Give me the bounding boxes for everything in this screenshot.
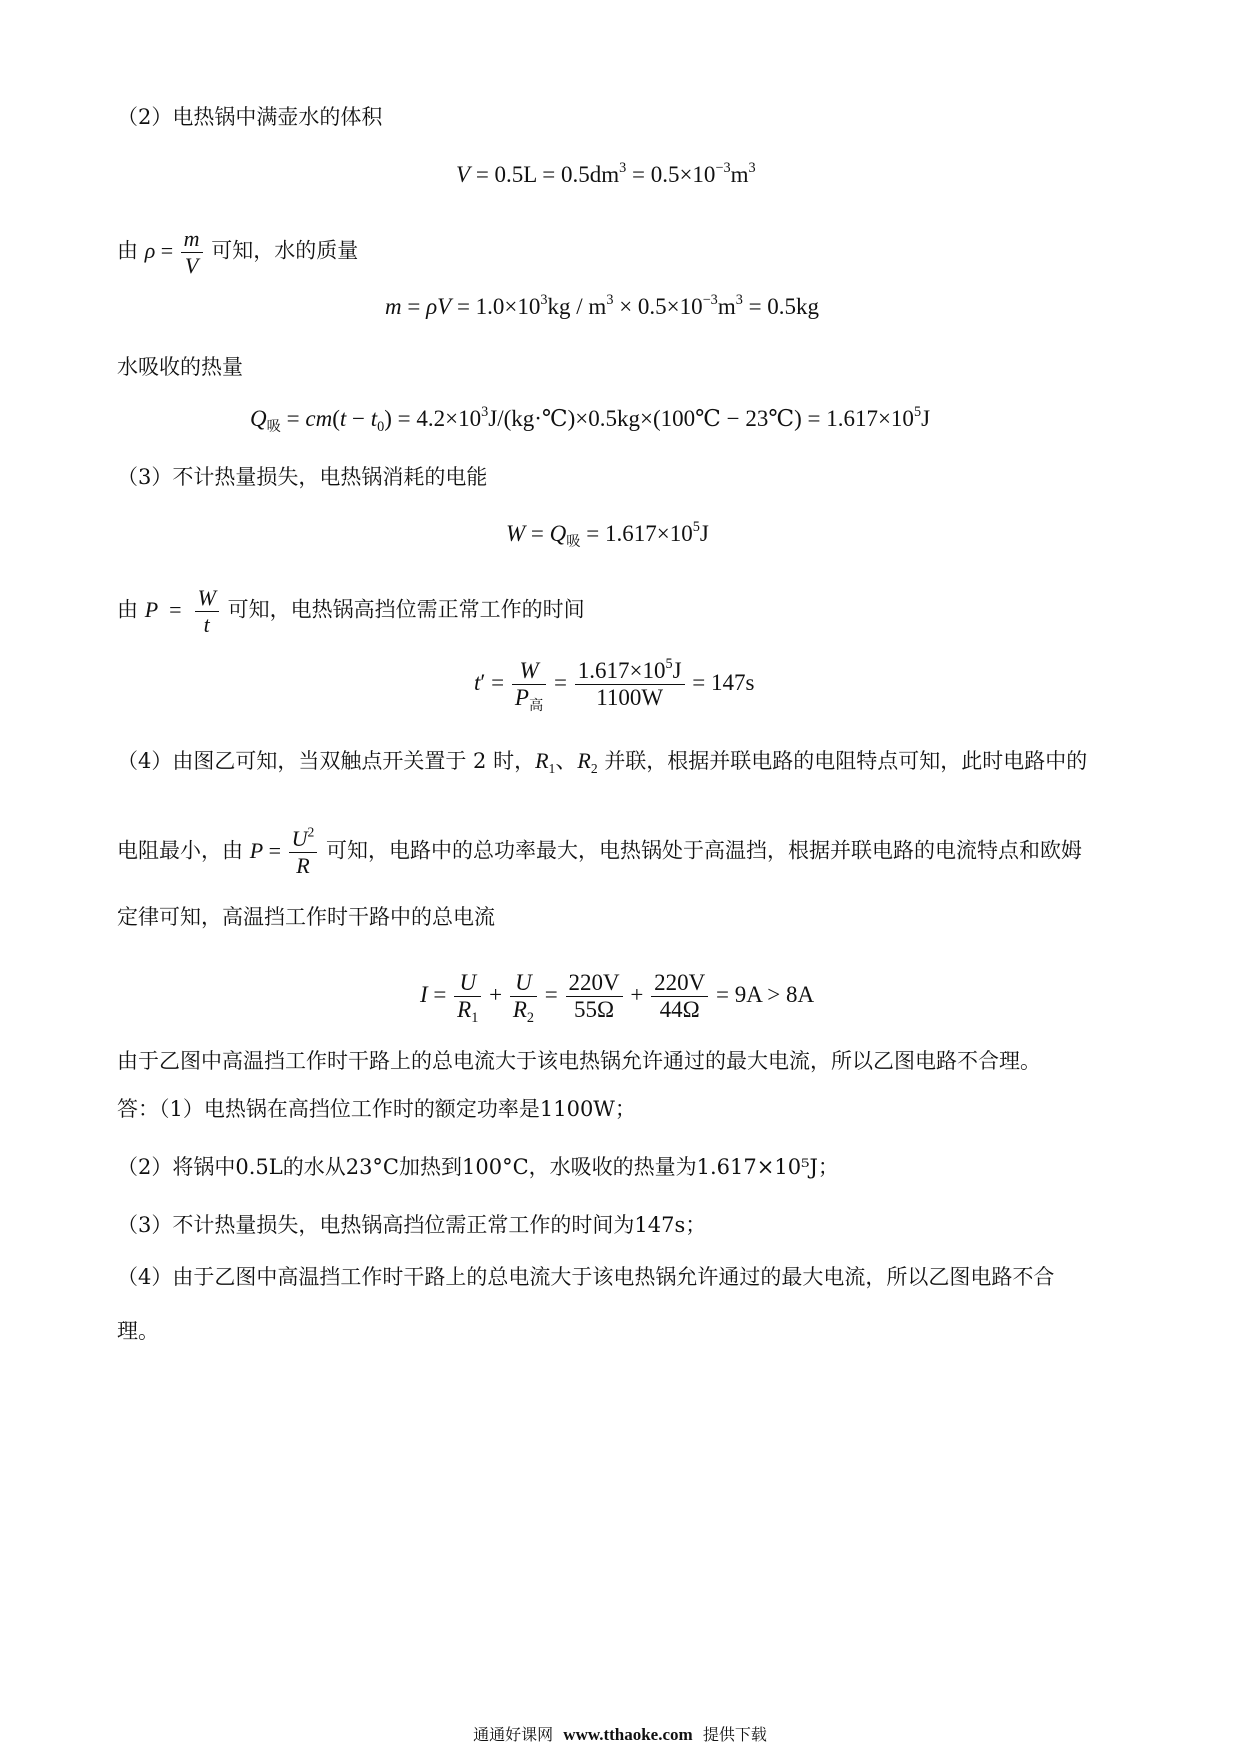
density-line: 由 ρ = $\frac{m}{V}$ 可知，水的质量 bbox=[117, 226, 359, 278]
section-4-line3: 定律可知，高温挡工作时干路中的总电流 bbox=[117, 905, 495, 929]
footer-left: 通通好课网 bbox=[473, 1725, 554, 1744]
answer-2: （2）将锅中0.5L的水从23°C加热到100°C，水吸收的热量为1.617×10⁵J； bbox=[117, 1155, 839, 1179]
answer-4-line2: 理。 bbox=[117, 1319, 159, 1343]
section-4-line2: 电阻最小，由 P = $\frac{U^2}{R}$ 可知，电路中的总功率最大，电热锅处于高温挡，根据并联电路的电流特点和欧姆 bbox=[117, 824, 1082, 878]
equation-energy: $W = Q_吸 = 1.617\times 10^5J$ bbox=[506, 519, 709, 550]
equation-time: t′ = $\frac{W}{P_高}$ = $\frac{1.617\times 10^5J}{1100W}$ = 147s bbox=[474, 656, 755, 714]
footer-right: 提供下载 bbox=[702, 1725, 767, 1744]
power-line: 由 P = $\frac{W}{t}$ 可知，电热锅高挡位需正常工作的时间 bbox=[117, 585, 585, 637]
footer-site[interactable]: www.tthaoke.com bbox=[563, 1725, 693, 1744]
equation-volume: $V = 0.5L = 0.5dm^3 = 0.5\times 10^{-3}m^3$ bbox=[456, 160, 756, 187]
answer-1: 答：（1）电热锅在高挡位工作时的额定功率是1100W； bbox=[117, 1097, 636, 1121]
section-2-intro: （2）电热锅中满壶水的体积 bbox=[117, 105, 383, 129]
equation-mass: $m = \rho V = 1.0\times 10^3kg / m^3 \times 0.5\times 10^{-3}m^3 = 0.5kg$ bbox=[385, 292, 820, 319]
heat-intro: 水吸收的热量 bbox=[117, 355, 243, 379]
answer-4-line1: （4）由于乙图中高温挡工作时干路上的总电流大于该电热锅允许通过的最大电流，所以乙图电路不合 bbox=[117, 1265, 1055, 1289]
answer-3: （3）不计热量损失，电热锅高挡位需正常工作的时间为147s； bbox=[117, 1213, 707, 1237]
equation-heat: $Q_吸 = cm(t - t_0)$ = $4.2\times 10^3J/(kg\cdot℃)\times 0.5kg\times(100℃$ − 23℃) = $1.617\times 10^5J$ bbox=[250, 404, 931, 435]
section-3-intro: （3）不计热量损失，电热锅消耗的电能 bbox=[117, 465, 488, 489]
conclusion: 由于乙图中高温挡工作时干路上的总电流大于该电热锅允许通过的最大电流，所以乙图电路不合理。 bbox=[117, 1049, 1041, 1073]
equation-current: I = $\frac{U}{R_1}$ + $\frac{U}{R_2}$ = $\frac{220V}{55\Omega}$ + $\frac{220V}{44\Omega}$ = 9A > 8A bbox=[420, 970, 815, 1026]
section-4-line1: （4）由图乙可知，当双触点开关置于 2 时，$R_1$、$R_2$ 并联，根据并联电路的电阻特点可知，此时电路中的 bbox=[117, 748, 1088, 776]
page-footer bbox=[0, 1722, 1240, 1745]
